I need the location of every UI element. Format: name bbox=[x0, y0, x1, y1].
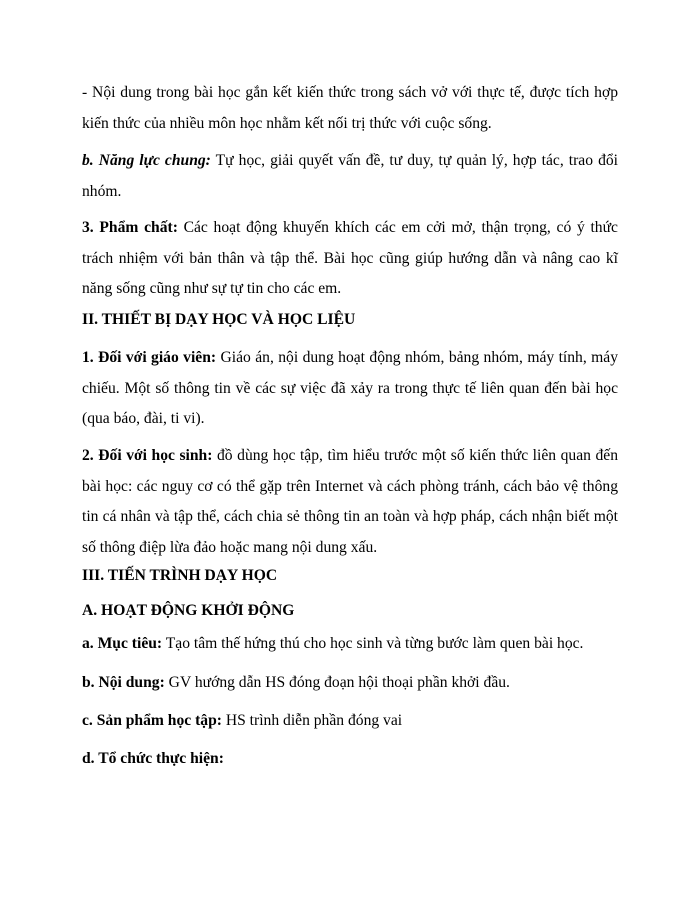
goal-paragraph bbox=[82, 629, 618, 660]
qualities-paragraph bbox=[82, 213, 618, 305]
general-competence-label: b. Năng lực chung: bbox=[82, 152, 211, 169]
intro-paragraph bbox=[82, 78, 618, 139]
teacher-label: 1. Đối với giáo viên: bbox=[82, 349, 217, 366]
general-competence-paragraph bbox=[82, 146, 618, 207]
product-paragraph bbox=[82, 706, 618, 737]
qualities-label: 3. Phẩm chất: bbox=[82, 219, 178, 236]
content-text: GV hướng dẫn HS đóng đoạn hội thoại phần khởi đầu. bbox=[164, 674, 510, 691]
qualities-text: Các hoạt động khuyến khích các em cởi mở, thận trọng, có ý thức trách nhiệm với bản thân và tập thể. Bài học cũng giúp hướng dẫn và nâng cao kĩ năng sống cũng như sự tự tin cho các em. bbox=[82, 219, 618, 297]
content-label: b. Nội dung: bbox=[82, 674, 165, 691]
product-text: HS trình diễn phần đóng vai bbox=[221, 712, 403, 729]
section3-heading: III. TIẾN TRÌNH DẠY HỌC bbox=[82, 567, 278, 584]
teacher-paragraph bbox=[82, 343, 618, 435]
intro-text: - Nội dung trong bài học gắn kết kiến thức trong sách vở với thực tế, được tích hợp kiến thức của nhiều môn học nhằm kết nối trị thức với cuộc sống. bbox=[82, 84, 618, 132]
student-label: 2. Đối với học sinh: bbox=[82, 447, 213, 464]
student-paragraph bbox=[82, 441, 618, 563]
teacher-text: Giáo án, nội dung hoạt động nhóm, bảng nhóm, máy tính, máy chiếu. Một số thông tin về các sự việc đã xảy ra trong thực tế liên quan đến bài học (qua báo, đài, ti vi). bbox=[82, 349, 619, 427]
activity-heading: A. HOẠT ĐỘNG KHỞI ĐỘNG bbox=[82, 602, 295, 619]
content-paragraph bbox=[82, 668, 618, 699]
goal-label: a. Mục tiêu: bbox=[82, 635, 163, 652]
general-competence-text: Tự học, giải quyết vấn đề, tư duy, tự quản lý, hợp tác, trao đổi nhóm. bbox=[82, 152, 618, 200]
student-text: đồ dùng học tập, tìm hiểu trước một số kiến thức liên quan đến bài học: các nguy cơ có thể gặp trên Internet và cách phòng tránh, cách bảo vệ thông tin cá nhân và tập thể, cách chia sẻ thông tin an toàn và hợp pháp, cách nhận biết một số thông điệp lừa đảo hoặc mang nội dung xấu. bbox=[82, 447, 619, 556]
goal-text: Tạo tâm thế hứng thú cho học sinh và từng bước làm quen bài học. bbox=[162, 635, 584, 652]
section2-heading: II. THIẾT BỊ DẠY HỌC VÀ HỌC LIỆU bbox=[82, 311, 356, 328]
product-label: c. Sản phẩm học tập: bbox=[82, 712, 222, 729]
organize-label: d. Tổ chức thực hiện: bbox=[82, 750, 224, 767]
organize-paragraph bbox=[82, 744, 618, 775]
